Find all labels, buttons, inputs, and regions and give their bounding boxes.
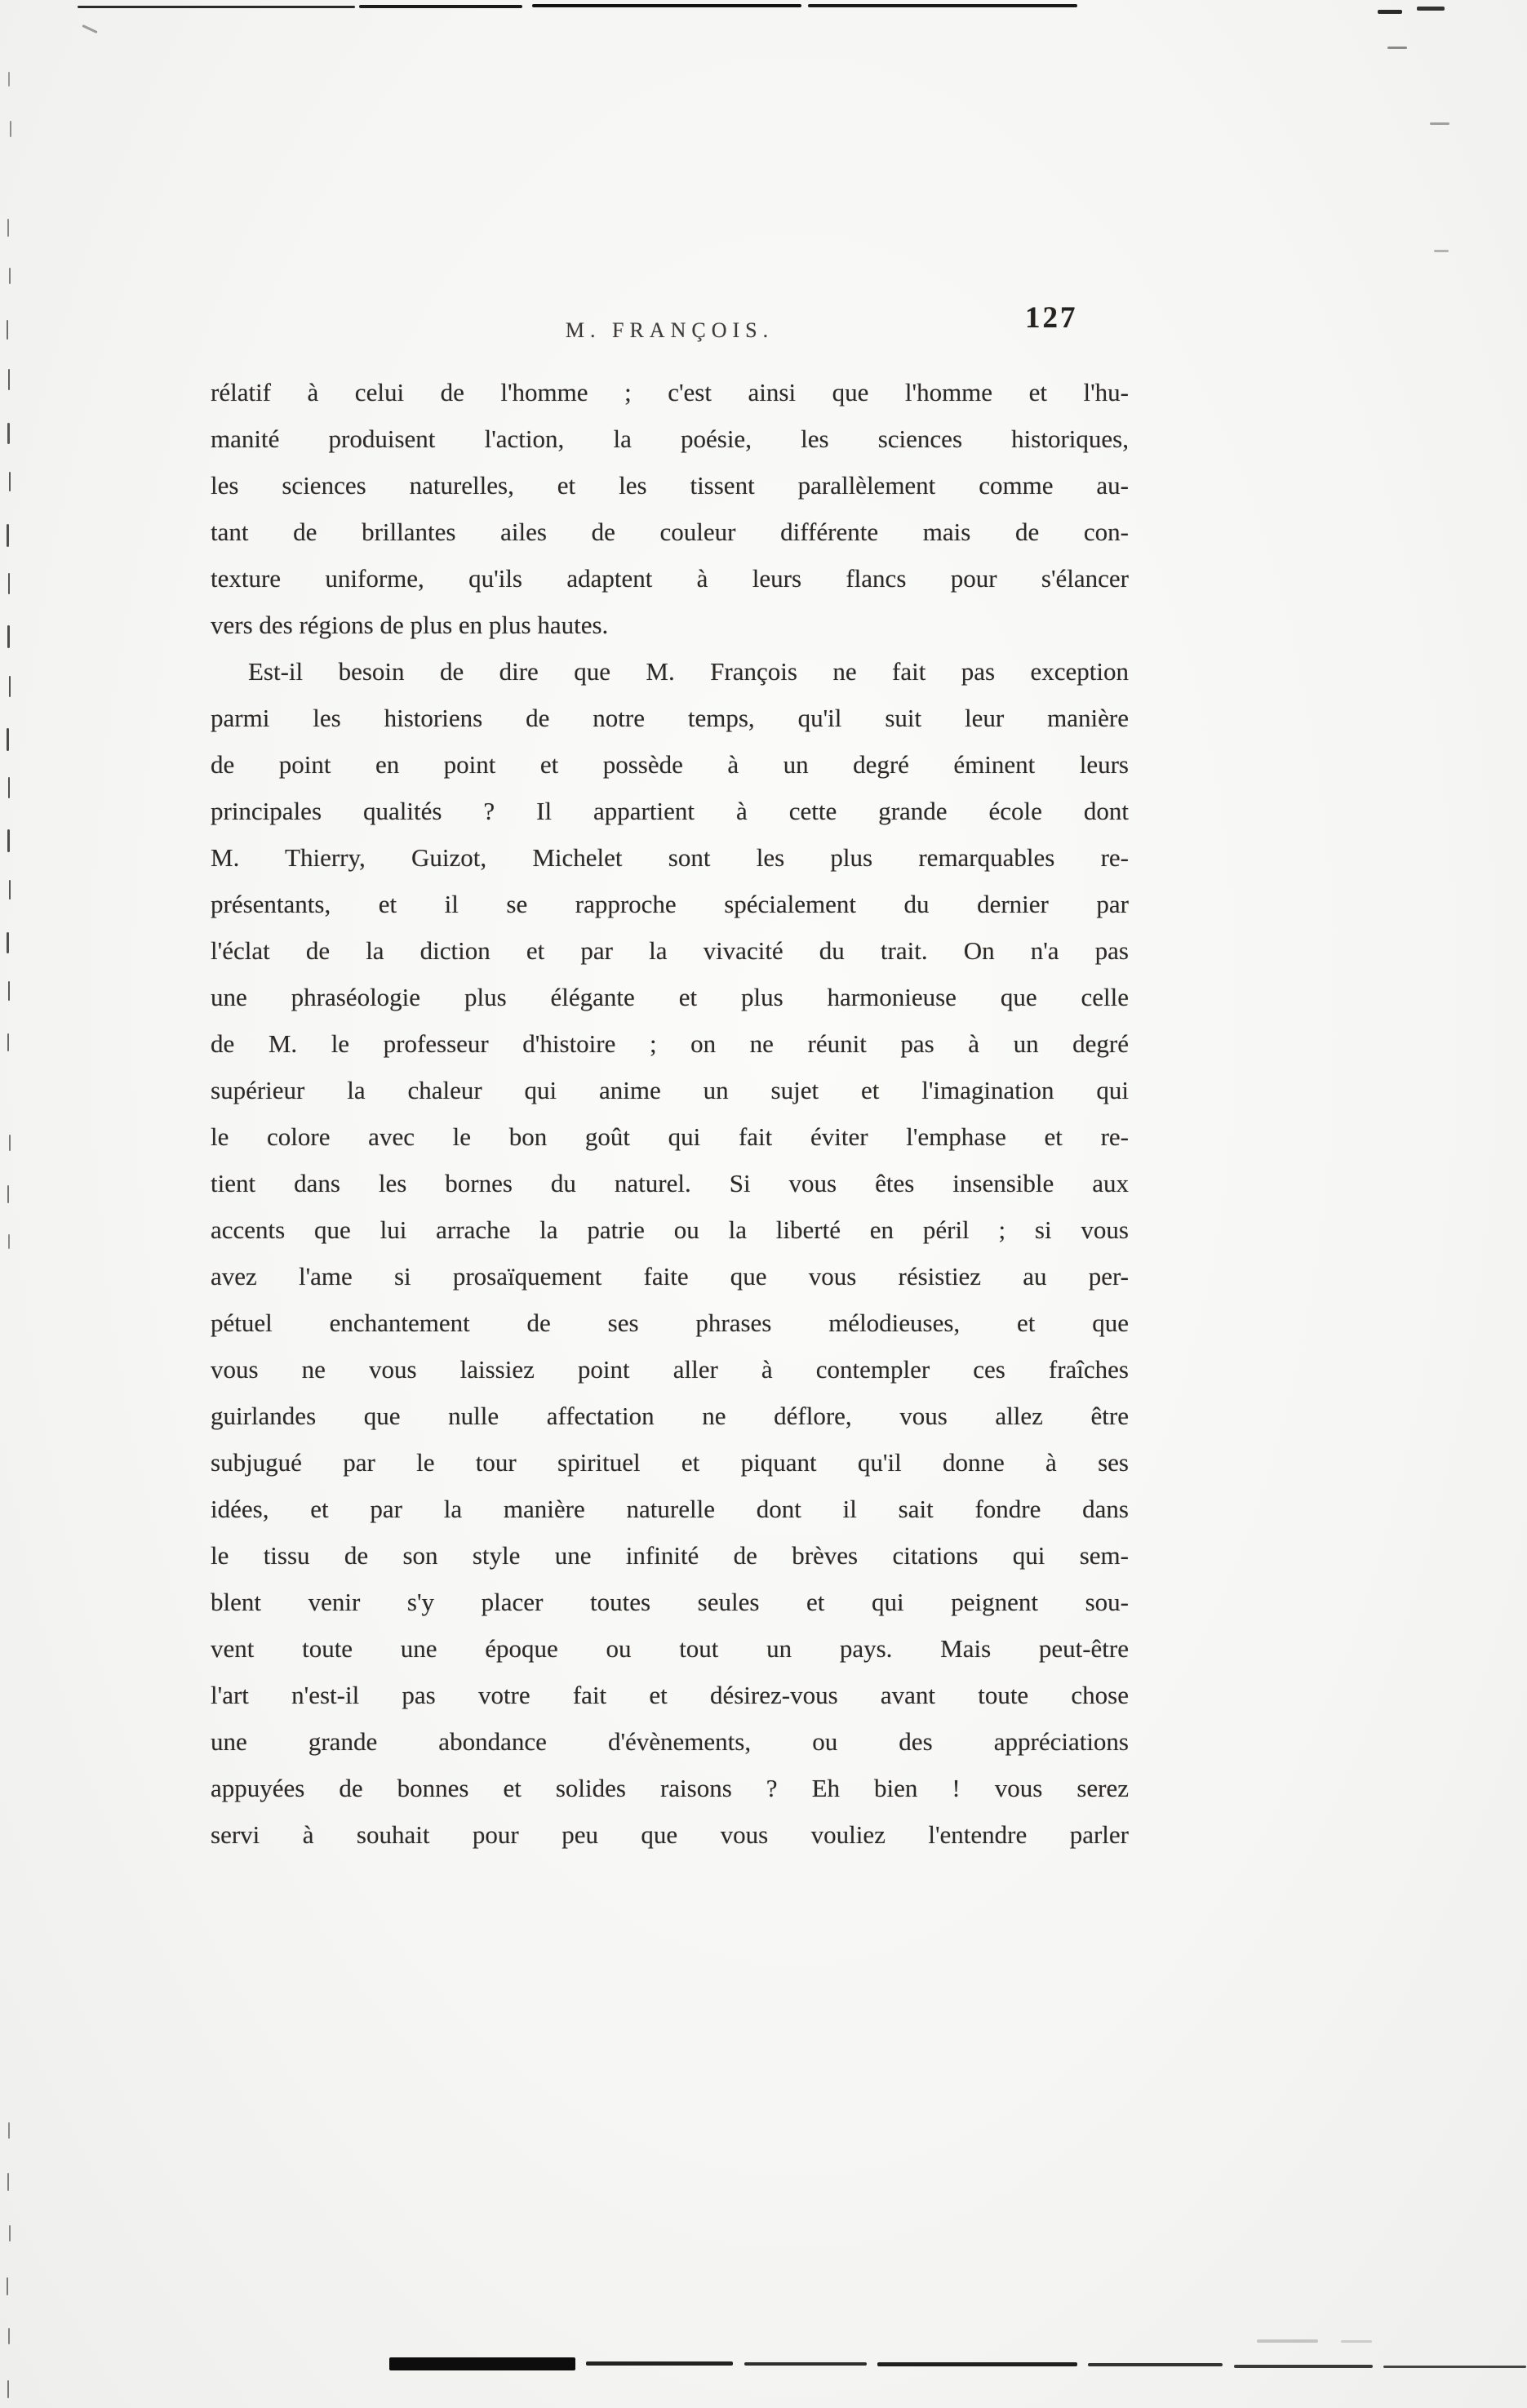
text-line: le tissu de son style une infinité de brèves citations qui sem- bbox=[211, 1541, 1129, 1570]
scan-mark bbox=[389, 2357, 575, 2370]
scan-mark bbox=[7, 423, 10, 444]
text-line: servi à souhait pour peu que vous vouliez l'entendre parler bbox=[211, 1820, 1129, 1849]
text-line: l'éclat de la diction et par la vivacité du trait. On n'a pas bbox=[211, 936, 1129, 965]
scan-mark bbox=[7, 932, 9, 953]
scan-mark bbox=[8, 2122, 10, 2139]
scan-mark bbox=[1257, 2339, 1318, 2343]
text-line: parmi les historiens de notre temps, qu'il suit leur manière bbox=[211, 704, 1129, 732]
text-line: vous ne vous laissiez point aller à contempler ces fraîches bbox=[211, 1355, 1129, 1384]
scan-mark bbox=[7, 524, 9, 547]
text-line: rélatif à celui de l'homme ; c'est ainsi que l'homme et l'hu- bbox=[211, 378, 1129, 407]
scan-mark bbox=[1434, 250, 1449, 252]
text-line: accents que lui arrache la patrie ou la liberté en péril ; si vous bbox=[211, 1215, 1129, 1244]
text-line: le colore avec le bon goût qui fait éviter l'emphase et re- bbox=[211, 1122, 1129, 1151]
text-line: guirlandes que nulle affectation ne déflore, vous allez être bbox=[211, 1402, 1129, 1430]
scan-mark bbox=[7, 1033, 9, 1051]
scan-mark bbox=[8, 1234, 10, 1249]
scan-mark bbox=[9, 880, 11, 900]
text-line: avez l'ame si prosaïquement faite que vous résistiez au per- bbox=[211, 1262, 1129, 1291]
body-text bbox=[211, 369, 1129, 1858]
text-line: l'art n'est-il pas votre fait et désirez-vous avant toute chose bbox=[211, 1681, 1129, 1709]
scan-mark bbox=[82, 24, 97, 33]
scan-mark bbox=[7, 320, 8, 340]
scan-mark bbox=[8, 981, 10, 1001]
scan-mark bbox=[7, 1185, 9, 1203]
scan-mark bbox=[8, 72, 10, 87]
scan-mark bbox=[8, 573, 10, 594]
scan-mark bbox=[7, 625, 10, 648]
scan-mark bbox=[532, 4, 801, 7]
paragraph bbox=[211, 648, 1129, 1858]
running-header: M. FRANÇOIS. bbox=[565, 318, 775, 342]
scan-mark bbox=[8, 369, 10, 390]
text-line: une grande abondance d'évènements, ou des appréciations bbox=[211, 1727, 1129, 1756]
text-line: supérieur la chaleur qui anime un sujet et l'imagination qui bbox=[211, 1076, 1129, 1104]
scan-mark bbox=[1383, 2366, 1526, 2368]
text-line: idées, et par la manière naturelle dont il sait fondre dans bbox=[211, 1495, 1129, 1523]
text-line: tient dans les bornes du naturel. Si vous êtes insensible aux bbox=[211, 1169, 1129, 1197]
text-line: vent toute une époque ou tout un pays. Mais peut-être bbox=[211, 1634, 1129, 1663]
text-line: M. Thierry, Guizot, Michelet sont les plus remarquables re- bbox=[211, 843, 1129, 872]
scan-mark bbox=[9, 268, 11, 284]
scan-mark bbox=[7, 2277, 8, 2295]
scan-mark bbox=[7, 728, 9, 751]
scan-mark bbox=[1417, 7, 1445, 11]
text-line: texture uniforme, qu'ils adaptent à leurs flancs pour s'élancer bbox=[211, 564, 1129, 593]
scan-mark bbox=[9, 2225, 11, 2241]
text-line: Est-il besoin de dire que M. François ne fait pas exception bbox=[248, 657, 1129, 686]
scan-mark bbox=[877, 2362, 1077, 2366]
scan-mark bbox=[744, 2362, 867, 2366]
text-line: manité produisent l'action, la poésie, les sciences historiques, bbox=[211, 424, 1129, 453]
text-line: tant de brillantes ailes de couleur différente mais de con- bbox=[211, 518, 1129, 546]
scan-mark bbox=[9, 472, 11, 491]
text-line: une phraséologie plus élégante et plus harmonieuse que celle bbox=[211, 983, 1129, 1011]
scan-mark bbox=[8, 777, 10, 798]
scan-mark bbox=[8, 2328, 10, 2344]
scan-mark bbox=[7, 219, 9, 237]
text-line: appuyées de bonnes et solides raisons ? Eh bien ! vous serez bbox=[211, 1774, 1129, 1802]
text-line: subjugué par le tour spirituel et piquant qu'il donne à ses bbox=[211, 1448, 1129, 1477]
scan-mark bbox=[1430, 122, 1449, 125]
scan-mark bbox=[1088, 2363, 1223, 2366]
text-line: les sciences naturelles, et les tissent parallèlement comme au- bbox=[211, 471, 1129, 500]
text-line: principales qualités ? Il appartient à cette grande école dont bbox=[211, 797, 1129, 825]
scan-mark bbox=[9, 676, 11, 697]
text-line: de point en point et possède à un degré éminent leurs bbox=[211, 750, 1129, 779]
scan-mark bbox=[1234, 2365, 1373, 2368]
scan-mark bbox=[586, 2361, 733, 2366]
text-line: de M. le professeur d'histoire ; on ne réunit pas à un degré bbox=[211, 1029, 1129, 1058]
scan-mark bbox=[808, 4, 1077, 7]
page-number: 127 bbox=[1025, 301, 1078, 335]
scan-mark bbox=[7, 829, 10, 852]
scan-mark bbox=[1387, 47, 1407, 49]
scan-mark bbox=[78, 6, 355, 8]
text-line: présentants, et il se rapproche spécialement du dernier par bbox=[211, 890, 1129, 918]
scan-mark bbox=[10, 121, 11, 137]
scan-mark bbox=[9, 1135, 11, 1151]
text-line: blent venir s'y placer toutes seules et qui peignent sou- bbox=[211, 1588, 1129, 1616]
text-line: vers des régions de plus en plus hautes. bbox=[211, 611, 609, 639]
scan-mark bbox=[1341, 2340, 1372, 2343]
paragraph bbox=[211, 369, 1129, 648]
text-line: pétuel enchantement de ses phrases mélodieuses, et que bbox=[211, 1308, 1129, 1337]
scan-mark bbox=[1378, 10, 1402, 14]
scan-mark bbox=[7, 2380, 9, 2398]
scan-mark bbox=[359, 5, 522, 8]
scan-mark bbox=[7, 2173, 9, 2191]
